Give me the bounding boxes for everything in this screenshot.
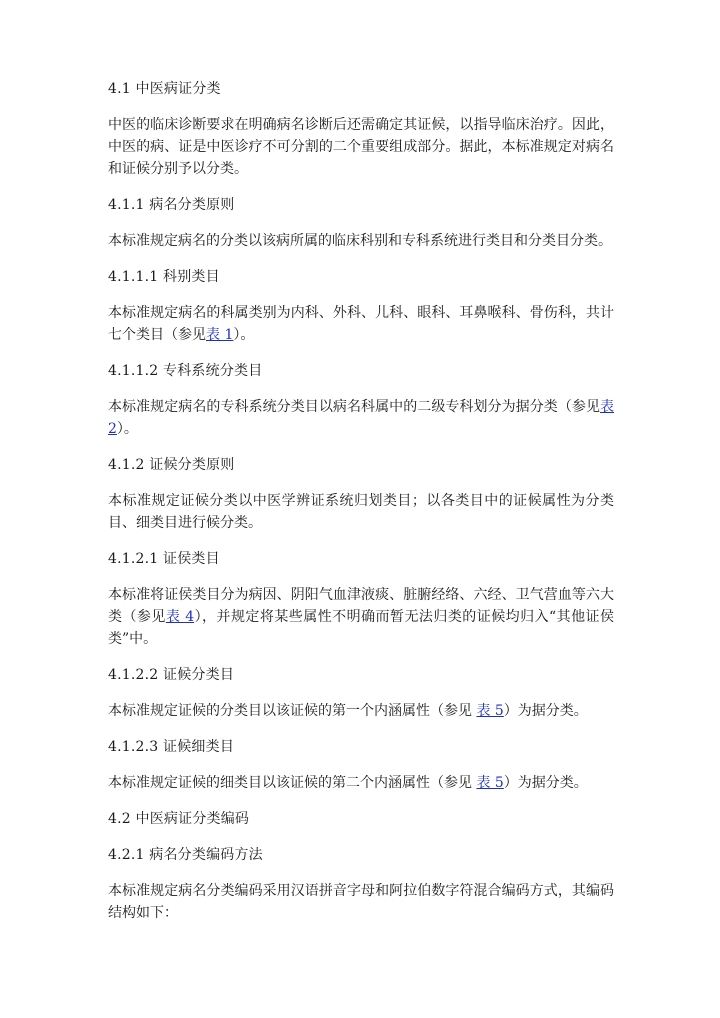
section-paragraph-4-1-1-1 [108,302,614,346]
paragraph-text: ）为据分类。 [503,775,588,791]
section-heading-4-1-1-2: 4.1.1.2 专科系统分类目 [108,363,263,379]
paragraph-text: 本标准规定证候的分类目以该证候的第一个内涵属性（参见 [108,703,477,719]
paragraph-text: 本标准规定病名的专科系统分类目以病名科属中的二级专科划分为据分类（参见 [108,399,600,415]
section-paragraph-4-1-2-1 [108,584,614,650]
section-heading-4-2: 4.2 中医病证分类编码 [108,811,250,827]
paragraph-text: 本标准规定病名分类编码采用汉语拼音字母和阿拉伯数字符混合编码方式，其编码结构如下： [108,883,614,921]
table-1-link[interactable]: 表 1 [206,327,234,343]
paragraph-text: ）。 [233,327,255,343]
paragraph-text: 中医的临床诊断要求在明确病名诊断后还需确定其证候，以指导临床治疗。因此，中医的病、证是中医诊疗不可分割的二个重要组成部分。据此，本标准规定对病名和证候分别予以分类。 [108,117,614,177]
section-paragraph-4-1-2-2 [108,700,614,722]
document-page [108,78,614,938]
paragraph-text: 本标准将证侯类目分为病因、阴阳气血津液痰、脏腑经络、六经、卫气营血等六大类（参见 [108,587,614,625]
section-heading-4-1-2-1: 4.1.2.1 证侯类目 [108,551,220,567]
table-2-link[interactable]: 表 2 [108,399,614,437]
section-heading-4-1: 4.1 中医病证分类 [108,81,221,97]
section-paragraph-4-1-1-2 [108,396,614,440]
table-5-link[interactable]: 表 5 [476,703,504,719]
section-paragraph-4-1-2-3 [108,772,614,794]
section-heading-4-1-2: 4.1.2 证候分类原则 [108,457,235,473]
paragraph-text: 本标准规定证候的细类目以该证候的第二个内涵属性（参见 [108,775,477,791]
section-paragraph-4-1-2 [108,490,614,534]
section-heading-4-1-1: 4.1.1 病名分类原则 [108,197,235,213]
section-heading-4-1-2-2: 4.1.2.2 证候分类目 [108,667,235,683]
paragraph-text: ）为据分类。 [503,703,588,719]
section-paragraph-4-1-1 [108,230,614,252]
table-5-link[interactable]: 表 5 [476,775,504,791]
paragraph-text: 本标准规定病名的分类以该病所属的临床科别和专科系统进行类目和分类目分类。 [108,233,612,249]
paragraph-text: ）。 [116,421,138,437]
table-4-link[interactable]: 表 4 [165,609,195,625]
paragraph-text: 本标准规定证候分类以中医学辨证系统归划类目；以各类目中的证候属性为分类目、细类目进行候分类。 [108,493,614,531]
section-paragraph-4-1 [108,114,614,180]
section-heading-4-2-1: 4.2.1 病名分类编码方法 [108,847,263,863]
paragraph-text: 本标准规定病名的科属类别为内科、外科、儿科、眼科、耳鼻喉科、骨伤科，共计七个类目（参见 [108,305,614,343]
section-heading-4-1-1-1: 4.1.1.1 科别类目 [108,269,220,285]
section-paragraph-4-2-1 [108,880,614,924]
paragraph-text: ），并规定将某些属性不明确而暂无法归类的证候均归入“其他证侯类”中。 [108,609,615,647]
section-heading-4-1-2-3: 4.1.2.3 证候细类目 [108,739,235,755]
